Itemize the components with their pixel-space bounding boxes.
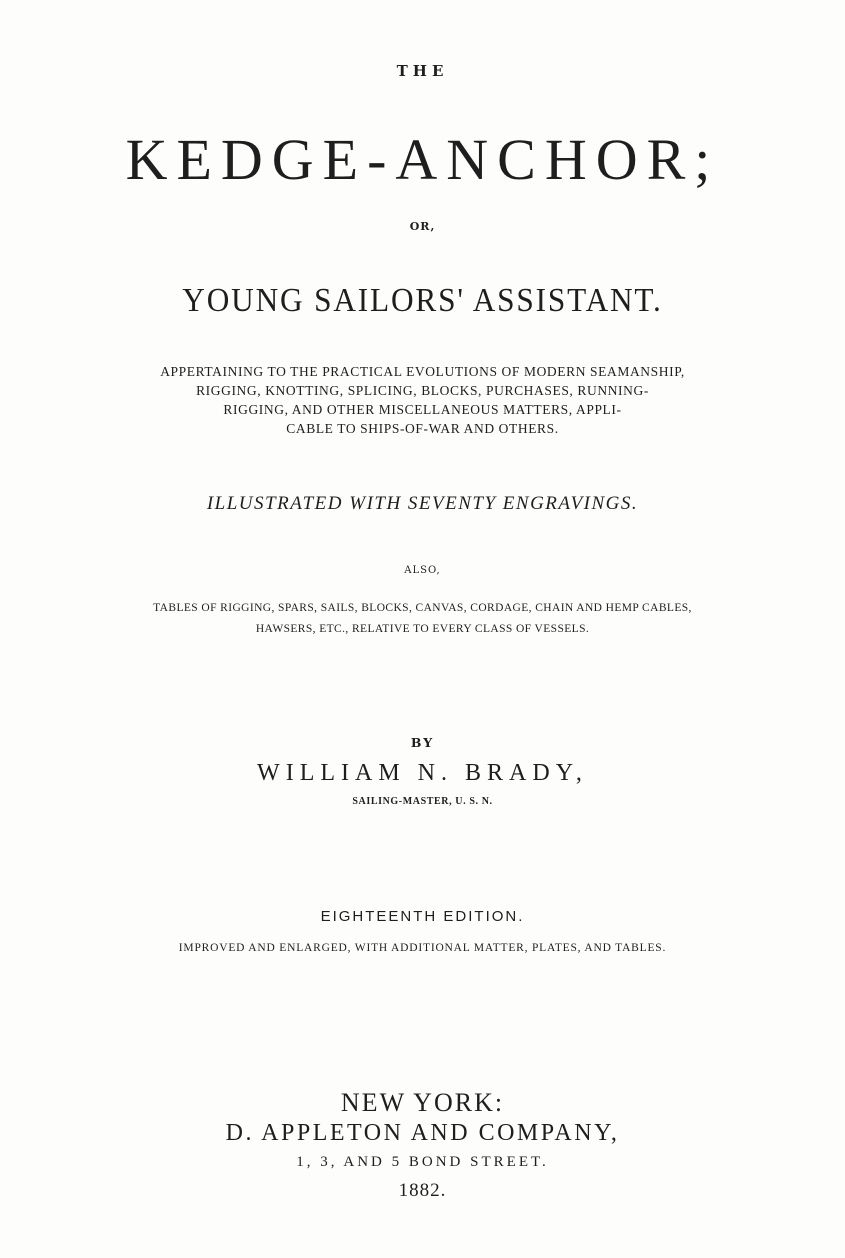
author-rank: SAILING-MASTER, U. S. N. bbox=[352, 796, 493, 807]
publisher-name: D. APPLETON AND COMPANY, bbox=[225, 1120, 620, 1146]
publisher-address: 1, 3, AND 5 BOND STREET. bbox=[296, 1154, 549, 1170]
illustration-note: ILLUSTRATED WITH SEVENTY ENGRAVINGS. bbox=[206, 493, 639, 514]
also-label: ALSO, bbox=[404, 565, 441, 576]
tables-line: TABLES OF RIGGING, SPARS, SAILS, BLOCKS, CANVAS, CORDAGE, CHAIN AND HEMP CABLES, bbox=[153, 602, 692, 614]
tables-description bbox=[0, 598, 845, 640]
publication-city: NEW YORK: bbox=[340, 1088, 505, 1117]
edition-label: EIGHTEENTH EDITION. bbox=[320, 908, 525, 925]
title-conjunction: OR, bbox=[409, 220, 436, 233]
book-title: KEDGE-ANCHOR; bbox=[125, 127, 720, 192]
edition-note: IMPROVED AND ENLARGED, WITH ADDITIONAL MATTER, PLATES, AND TABLES. bbox=[178, 942, 667, 954]
description-line: RIGGING, KNOTTING, SPLICING, BLOCKS, PURCHASES, RUNNING- bbox=[196, 383, 649, 398]
description-line: CABLE TO SHIPS-OF-WAR AND OTHERS. bbox=[286, 421, 559, 436]
book-description bbox=[0, 362, 845, 438]
description-line: RIGGING, AND OTHER MISCELLANEOUS MATTERS, APPLI- bbox=[223, 402, 622, 417]
author-name: WILLIAM N. BRADY, bbox=[257, 760, 588, 786]
publication-year: 1882. bbox=[398, 1180, 447, 1201]
tables-line: HAWSERS, ETC., RELATIVE TO EVERY CLASS OF VESSELS. bbox=[255, 623, 590, 635]
title-article: THE bbox=[396, 62, 449, 80]
book-subtitle: YOUNG SAILORS' ASSISTANT. bbox=[182, 282, 663, 319]
by-label: BY bbox=[410, 735, 435, 750]
description-line: APPERTAINING TO THE PRACTICAL EVOLUTIONS OF MODERN SEAMANSHIP, bbox=[160, 364, 685, 379]
